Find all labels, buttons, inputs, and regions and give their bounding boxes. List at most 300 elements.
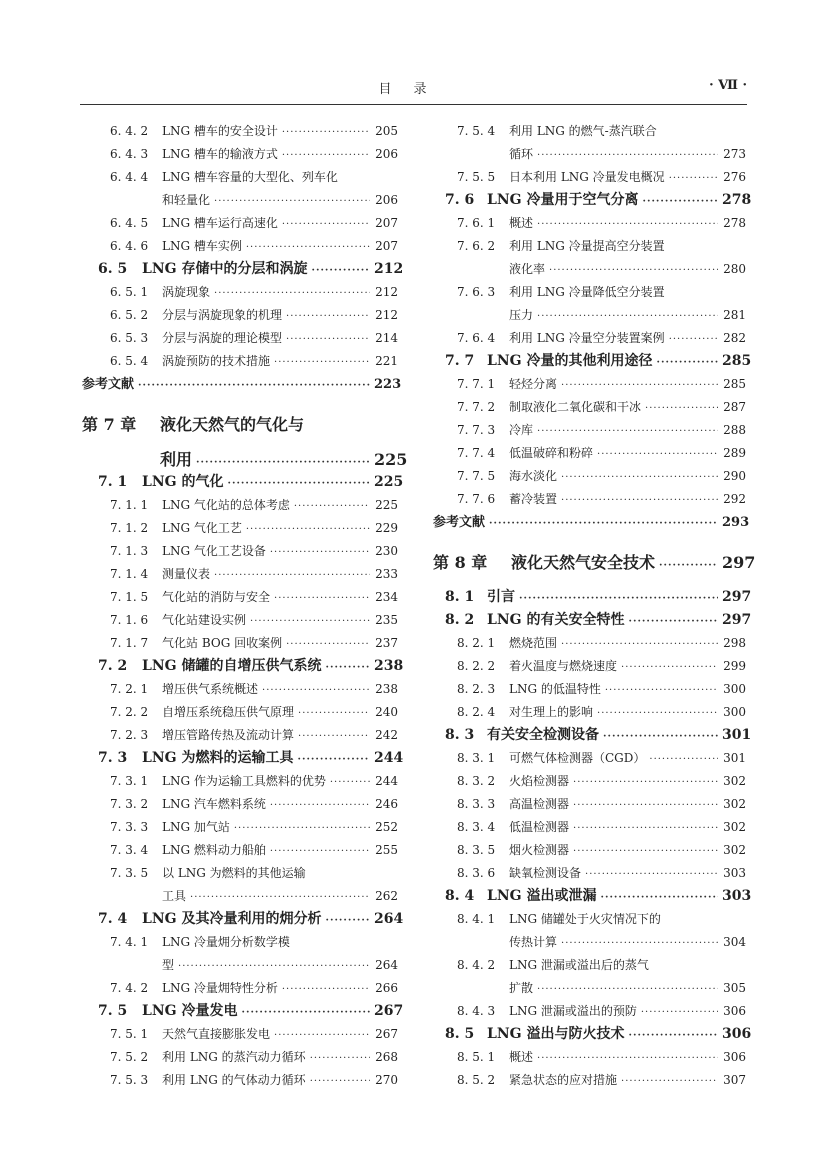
toc-entry-number: 6. 4. 6: [110, 239, 149, 253]
toc-entry-page: 300: [723, 682, 746, 696]
toc-entry-title: LNG 存储中的分层和涡旋: [142, 261, 308, 277]
toc-entry-number: 7. 5. 5: [457, 170, 496, 184]
toc-entry-title: 分层与涡旋的理论模型: [162, 331, 283, 345]
toc-entry-title: LNG 的有关安全特性: [487, 612, 625, 628]
dot-leader: [234, 817, 370, 840]
dot-leader: [310, 1070, 370, 1093]
toc-entry-number: 8. 3: [445, 727, 475, 743]
toc-entry-title: 和轻量化: [162, 193, 211, 207]
toc-entry-title: 以 LNG 为燃料的其他运输: [162, 866, 306, 880]
toc-entry-title: 概述: [509, 216, 534, 230]
toc-subsection-entry: [433, 632, 746, 655]
toc-section-entry: [82, 258, 404, 281]
toc-entry-number: 7. 1. 7: [110, 636, 149, 650]
toc-entry-page: 293: [722, 515, 750, 530]
toc-subsection-entry: [433, 862, 746, 885]
toc-entry-page: 306: [723, 1004, 746, 1018]
dot-leader: [214, 564, 370, 587]
dot-leader: [190, 886, 370, 909]
toc-subsection-entry: [433, 488, 746, 511]
toc-entry-title: 概述: [509, 1050, 534, 1064]
toc-entry-page: 225: [375, 498, 398, 512]
toc-subsection-entry: [82, 235, 398, 258]
toc-entry-page: 225: [374, 474, 404, 490]
dot-leader: [621, 1070, 718, 1093]
toc-entry-title: 气化站建设实例: [162, 613, 247, 627]
toc-entry-number: 7. 7. 3: [457, 423, 496, 437]
toc-entry-title: 自增压系统稳压供气原理: [162, 705, 295, 719]
toc-entry-title: 低温检测器: [509, 820, 570, 834]
toc-entry-number: 6. 5. 3: [110, 331, 149, 345]
toc-entry-title: 涡旋预防的技术措施: [162, 354, 271, 368]
toc-subsection-entry: [82, 563, 398, 586]
toc-subsection-entry: [433, 816, 746, 839]
toc-entry-page: 297: [722, 612, 752, 628]
toc-subsection-entry: [82, 540, 398, 563]
toc-entry-number: 7. 1. 3: [110, 544, 149, 558]
toc-entry-number: 7. 5: [98, 1003, 128, 1019]
toc-entry-number: 7. 6. 2: [457, 239, 496, 253]
dot-leader: [489, 512, 718, 535]
toc-entry-page: 282: [723, 331, 746, 345]
toc-entry-title: LNG 冷量发电: [142, 1003, 238, 1019]
dot-leader: [656, 351, 718, 374]
toc-subsection-entry: [433, 212, 746, 235]
dot-leader: [286, 328, 370, 351]
toc-entry-number: 8. 5. 1: [457, 1050, 496, 1064]
toc-entry-title: 型: [162, 958, 175, 972]
dot-leader: [297, 748, 370, 771]
toc-entry-page: 233: [375, 567, 398, 581]
toc-subsection-entry: [433, 839, 746, 862]
toc-entry-page: 207: [375, 239, 398, 253]
dot-leader: [585, 863, 718, 886]
toc-entry-page: 267: [374, 1003, 404, 1019]
toc-entry-title: 利用 LNG 冷量提高空分装置: [509, 239, 665, 253]
toc-section-entry: [433, 586, 752, 609]
dot-leader: [549, 259, 718, 282]
dot-leader: [246, 518, 370, 541]
header-rule: [80, 104, 747, 105]
dot-leader: [246, 236, 370, 259]
toc-entry-number: 7. 3. 4: [110, 843, 149, 857]
toc-entry-number: 7. 7. 4: [457, 446, 496, 460]
toc-entry-number: 8. 5: [445, 1026, 475, 1042]
toc-entry-title: 扩散: [509, 981, 534, 995]
toc-subsection-entry: [433, 954, 746, 977]
toc-subsection-entry: [82, 931, 398, 954]
toc-entry-title: LNG 槽车容量的大型化、列车化: [162, 170, 338, 184]
toc-references-entry: [433, 511, 750, 534]
toc-entry-title: 缺氧检测设备: [509, 866, 582, 880]
toc-entry-title: 轻烃分离: [509, 377, 558, 391]
toc-entry-title: 参考文献: [82, 377, 135, 392]
dot-leader: [561, 466, 718, 489]
toc-entry-page: 302: [723, 820, 746, 834]
dot-leader: [669, 167, 718, 190]
toc-entry-title: LNG 溢出或泄漏: [487, 888, 597, 904]
toc-entry-title: LNG 储罐处于火灾情况下的: [509, 912, 661, 926]
toc-entry-title: LNG 泄漏或溢出后的蒸气: [509, 958, 649, 972]
toc-entry-number: 8. 4. 1: [457, 912, 496, 926]
toc-entry-number: 6. 5. 4: [110, 354, 149, 368]
toc-references-entry: [82, 373, 402, 396]
toc-subsection-entry: [82, 793, 398, 816]
toc-entry-title: 烟火检测器: [509, 843, 570, 857]
dot-leader: [178, 955, 370, 978]
toc-entry-number: 7. 7. 6: [457, 492, 496, 506]
toc-entry-page: 301: [723, 751, 746, 765]
toc-subsection-entry: [433, 793, 746, 816]
toc-entry-title: LNG 储罐的自增压供气系统: [142, 658, 322, 674]
toc-entry-number: 7. 3. 5: [110, 866, 149, 880]
toc-entry-title: LNG 槽车运行高速化: [162, 216, 278, 230]
toc-subsection-entry: [433, 1069, 746, 1092]
toc-section-entry: [433, 724, 752, 747]
toc-entry-number: 7. 2. 2: [110, 705, 149, 719]
header-title: 目录: [378, 82, 449, 97]
toc-subsection-entry: [433, 281, 746, 304]
dot-leader: [227, 472, 370, 495]
toc-entry-title: LNG 泄漏或溢出的预防: [509, 1004, 637, 1018]
toc-entry-page: 238: [374, 658, 404, 674]
dot-leader: [641, 1001, 718, 1024]
dot-leader: [274, 1024, 370, 1047]
toc-entry-title: LNG 汽车燃料系统: [162, 797, 266, 811]
toc-entry-title: LNG 槽车的安全设计: [162, 124, 278, 138]
toc-entry-title: 传热计算: [509, 935, 558, 949]
toc-entry-number: 7. 7. 5: [457, 469, 496, 483]
toc-subsection-entry: [433, 442, 746, 465]
toc-subsection-entry: [433, 396, 746, 419]
toc-entry-number: 7. 3. 3: [110, 820, 149, 834]
toc-entry-number: 7. 5. 1: [110, 1027, 149, 1041]
toc-entry-page: 237: [375, 636, 398, 650]
toc-entry-title: 分层与涡旋现象的机理: [162, 308, 283, 322]
toc-entry-page: 273: [723, 147, 746, 161]
toc-entry-page: 252: [375, 820, 398, 834]
toc-entry-page: 240: [375, 705, 398, 719]
toc-entry-number: 7. 6. 1: [457, 216, 496, 230]
dot-leader: [270, 541, 370, 564]
toc-entry-page: 301: [722, 727, 752, 743]
toc-entry-page: 207: [375, 216, 398, 230]
toc-entry-number: 7. 4. 2: [110, 981, 149, 995]
toc-entry-title: 对生理上的影响: [509, 705, 594, 719]
toc-entry-title: LNG 冷量㶲分析数学模: [162, 935, 290, 949]
dot-leader: [669, 328, 718, 351]
toc-subsection-entry: [82, 189, 398, 212]
dot-leader: [600, 886, 718, 909]
toc-entry-number: 7. 1: [98, 474, 128, 490]
dot-leader: [286, 305, 370, 328]
toc-entry-number: 7. 7. 2: [457, 400, 496, 414]
toc-entry-page: 212: [375, 308, 398, 322]
toc-entry-number: 7. 1. 6: [110, 613, 149, 627]
toc-entry-page: 307: [723, 1073, 746, 1087]
toc-subsection-entry: [433, 655, 746, 678]
dot-leader: [294, 495, 370, 518]
toc-subsection-entry: [82, 166, 398, 189]
toc-entry-number: 8. 2. 2: [457, 659, 496, 673]
dot-leader: [282, 121, 370, 144]
toc-entry-page: 302: [723, 843, 746, 857]
toc-subsection-entry: [82, 212, 398, 235]
toc-entry-page: 268: [375, 1050, 398, 1064]
toc-subsection-entry: [82, 862, 398, 885]
dot-leader: [573, 771, 718, 794]
toc-section-entry: [433, 609, 752, 632]
toc-section-entry: [433, 189, 752, 212]
toc-subsection-entry: [433, 465, 746, 488]
toc-entry-title: LNG 的低温特性: [509, 682, 601, 696]
toc-entry-number: 7. 5. 2: [110, 1050, 149, 1064]
toc-subsection-entry: [82, 517, 398, 540]
dot-leader: [298, 702, 370, 725]
dot-leader: [298, 725, 370, 748]
toc-entry-number: 7. 2: [98, 658, 128, 674]
toc-entry-title: 液化率: [509, 262, 546, 276]
toc-entry-number: 6. 4. 3: [110, 147, 149, 161]
dot-leader: [282, 978, 370, 1001]
toc-entry-page: 244: [375, 774, 398, 788]
toc-subsection-entry: [433, 678, 746, 701]
toc-entry-page: 305: [723, 981, 746, 995]
toc-entry-title: LNG 气化站的总体考虑: [162, 498, 290, 512]
toc-entry-page: 266: [375, 981, 398, 995]
toc-subsection-entry: [433, 977, 746, 1000]
toc-entry-title: LNG 冷量㶲特性分析: [162, 981, 278, 995]
toc-entry-number: 第 8 章: [433, 553, 488, 572]
toc-entry-title: 气化站 BOG 回收案例: [162, 636, 283, 650]
toc-entry-page: 264: [374, 911, 404, 927]
toc-section-entry: [433, 1023, 752, 1046]
toc-entry-title: 燃烧范围: [509, 636, 558, 650]
toc-entry-number: 7. 3: [98, 750, 128, 766]
dot-leader: [325, 656, 370, 679]
toc-subsection-entry: [433, 143, 746, 166]
toc-entry-number: 7. 5. 3: [110, 1073, 149, 1087]
toc-entry-title: 冷库: [509, 423, 534, 437]
toc-entry-title: 利用 LNG 的蒸汽动力循环: [162, 1050, 306, 1064]
page-header: [80, 74, 747, 100]
toc-entry-page: 306: [722, 1026, 752, 1042]
toc-entry-page: 288: [723, 423, 746, 437]
dot-leader: [659, 543, 718, 589]
toc-entry-page: 221: [375, 354, 398, 368]
toc-entry-page: 292: [723, 492, 746, 506]
toc-subsection-entry: [82, 954, 398, 977]
toc-subsection-entry: [82, 586, 398, 609]
dot-leader: [262, 679, 370, 702]
dot-leader: [282, 213, 370, 236]
dot-leader: [537, 420, 718, 443]
toc-subsection-entry: [82, 632, 398, 655]
toc-entry-title: 气化站的消防与安全: [162, 590, 271, 604]
toc-entry-title: 高温检测器: [509, 797, 570, 811]
toc-entry-page: 225: [374, 450, 408, 469]
toc-entry-title: 日本利用 LNG 冷量发电概况: [509, 170, 665, 184]
toc-subsection-entry: [82, 1023, 398, 1046]
toc-entry-page: 302: [723, 797, 746, 811]
toc-entry-number: 8. 2. 1: [457, 636, 496, 650]
toc-entry-title: 海水淡化: [509, 469, 558, 483]
dot-leader: [561, 489, 718, 512]
toc-entry-title: LNG 的气化: [142, 474, 224, 490]
toc-entry-page: 223: [374, 377, 402, 392]
toc-subsection-entry: [433, 327, 746, 350]
toc-entry-page: 281: [723, 308, 746, 322]
toc-subsection-entry: [433, 770, 746, 793]
toc-chapter-entry: [82, 448, 408, 471]
toc-section-entry: [82, 908, 404, 931]
dot-leader: [628, 1024, 718, 1047]
dot-leader: [645, 397, 718, 420]
toc-entry-title: 利用 LNG 冷量降低空分装置: [509, 285, 665, 299]
toc-subsection-entry: [82, 839, 398, 862]
toc-subsection-entry: [82, 770, 398, 793]
toc-subsection-entry: [433, 1046, 746, 1069]
toc-entry-number: 8. 5. 2: [457, 1073, 496, 1087]
dot-leader: [311, 259, 370, 282]
toc-entry-title: 利用 LNG 的气体动力循环: [162, 1073, 306, 1087]
toc-entry-page: 212: [374, 261, 404, 277]
dot-leader: [573, 840, 718, 863]
toc-entry-title: LNG 冷量的其他利用途径: [487, 353, 653, 369]
dot-leader: [519, 587, 718, 610]
toc-entry-title: 测量仪表: [162, 567, 211, 581]
toc-entry-page: 290: [723, 469, 746, 483]
toc-entry-number: 7. 5. 4: [457, 124, 496, 138]
toc-section-entry: [82, 1000, 404, 1023]
toc-entry-page: 244: [374, 750, 404, 766]
toc-subsection-entry: [433, 701, 746, 724]
toc-entry-page: 206: [375, 147, 398, 161]
toc-entry-number: 第 7 章: [82, 415, 137, 434]
dot-leader: [286, 633, 370, 656]
toc-entry-title: LNG 为燃料的运输工具: [142, 750, 294, 766]
toc-entry-number: 7. 7: [445, 353, 475, 369]
toc-entry-page: 235: [375, 613, 398, 627]
toc-subsection-entry: [82, 678, 398, 701]
toc-entry-page: 270: [375, 1073, 398, 1087]
toc-entry-title: LNG 槽车的输液方式: [162, 147, 278, 161]
toc-entry-title: 液化天然气的气化与: [160, 415, 305, 434]
toc-entry-title: 工具: [162, 889, 187, 903]
toc-entry-number: 8. 4. 3: [457, 1004, 496, 1018]
dot-leader: [214, 282, 370, 305]
toc-entry-title: LNG 气化工艺: [162, 521, 242, 535]
toc-subsection-entry: [433, 120, 746, 143]
toc-entry-title: 天然气直接膨胀发电: [162, 1027, 271, 1041]
dot-leader: [561, 374, 718, 397]
toc-entry-title: 紧急状态的应对措施: [509, 1073, 618, 1087]
toc-entry-number: 8. 3. 1: [457, 751, 496, 765]
toc-entry-page: 285: [723, 377, 746, 391]
dot-leader: [561, 932, 718, 955]
toc-entry-title: LNG 燃料动力船舶: [162, 843, 266, 857]
toc-entry-number: 8. 3. 2: [457, 774, 496, 788]
header-page-number: · Ⅶ ·: [709, 78, 747, 93]
toc-entry-page: 280: [723, 262, 746, 276]
toc-entry-number: 6. 5: [98, 261, 128, 277]
toc-entry-page: 289: [723, 446, 746, 460]
toc-entry-number: 6. 5. 1: [110, 285, 149, 299]
toc-entry-number: 7. 4. 1: [110, 935, 149, 949]
toc-entry-page: 302: [723, 774, 746, 788]
toc-entry-number: 7. 6: [445, 192, 475, 208]
toc-entry-title: 着火温度与燃烧速度: [509, 659, 618, 673]
toc-entry-page: 299: [723, 659, 746, 673]
toc-entry-number: 7. 7. 1: [457, 377, 496, 391]
toc-chapter-entry: [82, 402, 398, 448]
toc-entry-title: LNG 气化工艺设备: [162, 544, 266, 558]
toc-entry-number: 6. 5. 2: [110, 308, 149, 322]
toc-entry-number: 8. 4: [445, 888, 475, 904]
toc-entry-title: 利用: [160, 450, 193, 469]
toc-entry-page: 230: [375, 544, 398, 558]
toc-entry-number: 7. 6. 4: [457, 331, 496, 345]
toc-entry-title: 压力: [509, 308, 534, 322]
toc-entry-number: 7. 3. 2: [110, 797, 149, 811]
toc-entry-title: 液化天然气安全技术: [511, 553, 656, 572]
dot-leader: [573, 794, 718, 817]
toc-entry-title: LNG 冷量用于空气分离: [487, 192, 639, 208]
toc-entry-number: 7. 1. 2: [110, 521, 149, 535]
toc-section-entry: [82, 747, 404, 770]
toc-entry-title: 蓄冷装置: [509, 492, 558, 506]
dot-leader: [537, 1047, 718, 1070]
dot-leader: [537, 144, 718, 167]
toc-entry-number: 7. 3. 1: [110, 774, 149, 788]
toc-entry-page: 238: [375, 682, 398, 696]
toc-entry-number: 8. 2. 4: [457, 705, 496, 719]
toc-subsection-entry: [82, 701, 398, 724]
dot-leader: [621, 656, 718, 679]
toc-entry-page: 214: [375, 331, 398, 345]
toc-entry-page: 300: [723, 705, 746, 719]
toc-section-entry: [433, 350, 752, 373]
toc-entry-title: 低温破碎和粉碎: [509, 446, 594, 460]
toc-entry-title: LNG 作为运输工具燃料的优势: [162, 774, 326, 788]
dot-leader: [214, 190, 370, 213]
toc-subsection-entry: [82, 281, 398, 304]
toc-subsection-entry: [82, 327, 398, 350]
toc-entry-number: 8. 2. 3: [457, 682, 496, 696]
toc-subsection-entry: [433, 373, 746, 396]
toc-entry-number: 8. 3. 3: [457, 797, 496, 811]
toc-entry-page: 278: [723, 216, 746, 230]
toc-subsection-entry: [82, 609, 398, 632]
toc-entry-number: 8. 1: [445, 589, 475, 605]
dot-leader: [270, 840, 370, 863]
toc-entry-number: 7. 1. 5: [110, 590, 149, 604]
toc-right-column: [433, 120, 756, 1092]
dot-leader: [649, 748, 718, 771]
toc-entry-title: LNG 加气站: [162, 820, 230, 834]
toc-entry-title: 循环: [509, 147, 534, 161]
toc-entry-page: 229: [375, 521, 398, 535]
toc-entry-number: 8. 3. 4: [457, 820, 496, 834]
toc-entry-title: 利用 LNG 的燃气-蒸汽联合: [509, 124, 657, 138]
dot-leader: [325, 909, 370, 932]
dot-leader: [274, 351, 370, 374]
toc-subsection-entry: [433, 419, 746, 442]
toc-entry-number: 6. 4. 2: [110, 124, 149, 138]
toc-entry-page: 264: [375, 958, 398, 972]
toc-entry-page: 298: [723, 636, 746, 650]
toc-entry-title: 增压管路传热及流动计算: [162, 728, 295, 742]
